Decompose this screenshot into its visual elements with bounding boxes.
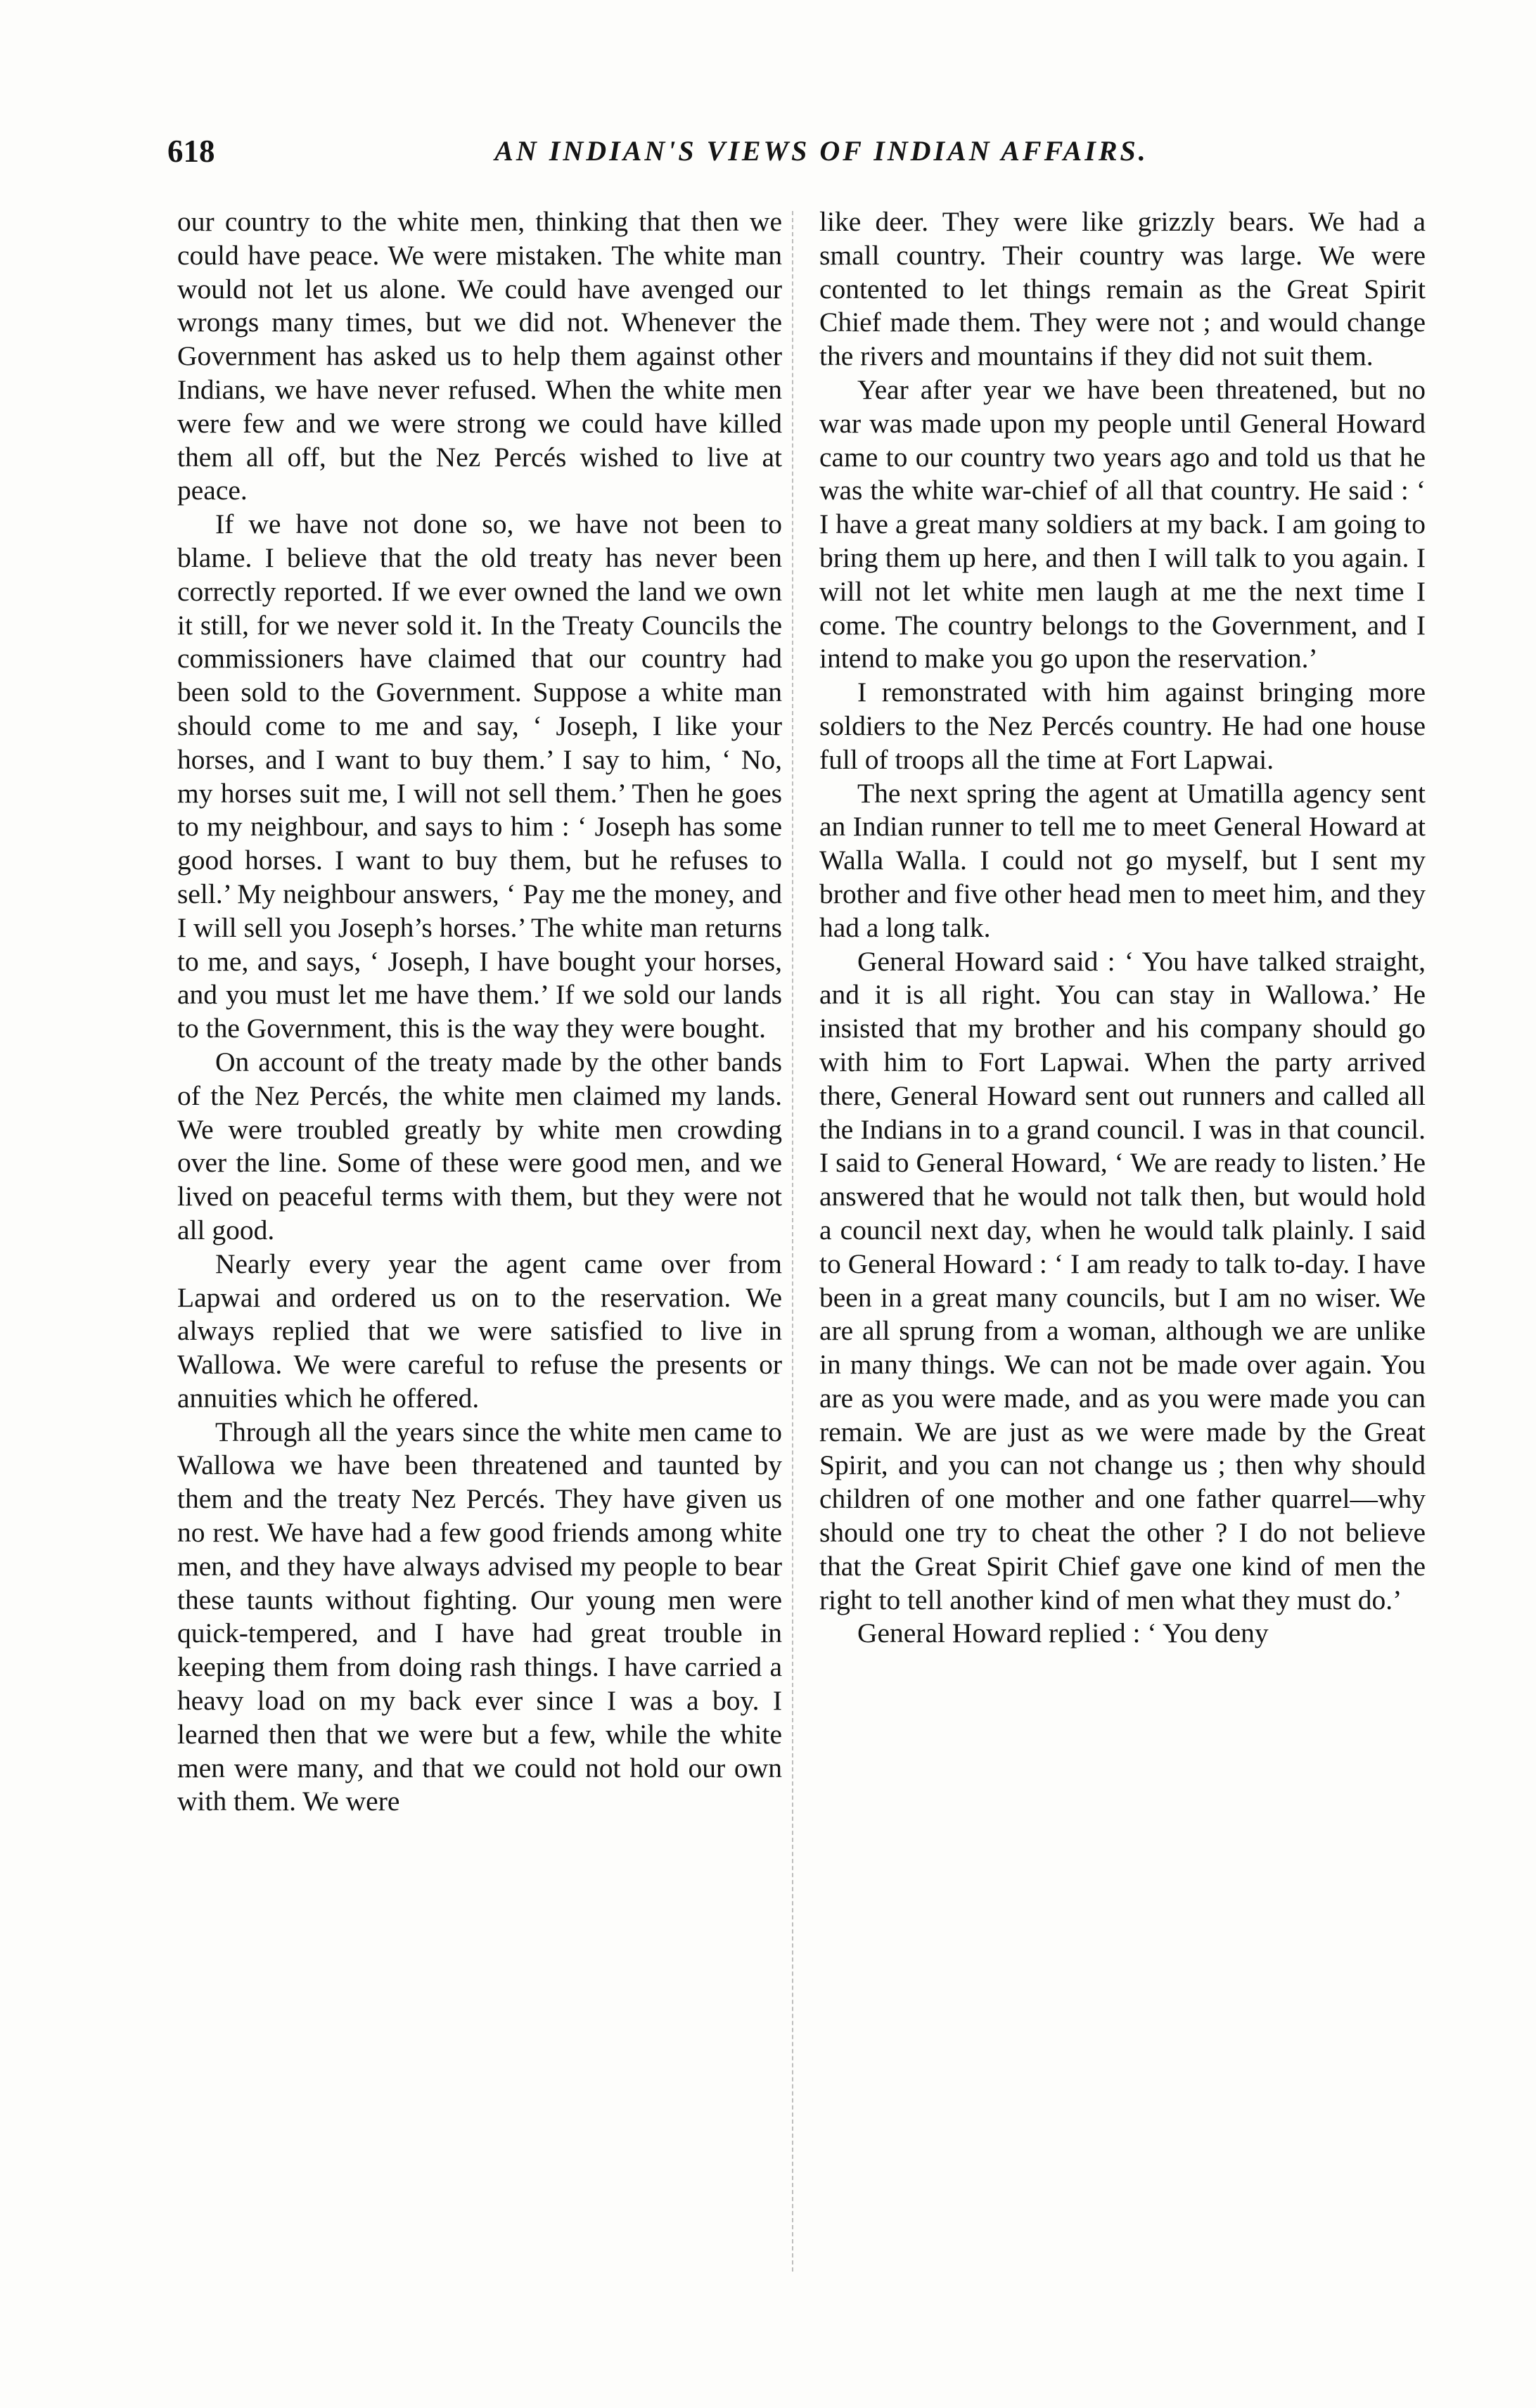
right-text-column — [819, 205, 1426, 1651]
paragraph: The next spring the agent at Umatilla agency sent an Indian runner to tell me to meet General Howard at Walla Walla. I could not go myself, but I sent my brother and five other head men to meet him, and they had a long talk. — [819, 777, 1426, 943]
paragraph: If we have not done so, we have not been to blame. I believe that the old treaty has never been correctly reported. If we ever owned the land we own it still, for we never sold it. In the Treaty Councils the commissioners have claimed that our country had been sold to the Government. Suppose a white man should come to me and say, ‘ Joseph, I like your horses, and I want to buy them.’ I say to him, ‘ No, my horses suit me, I will not sell them.’ Then he goes to my neighbour, and says to him : ‘ Joseph has some good horses. I want to buy them, but he refuses to sell.’ My neighbour answers, ‘ Pay me the money, and I will sell you Joseph’s horses.’ The white man returns to me, and says, ‘ Joseph, I have bought your horses, and you must let me have them.’ If we sold our lands to the Government, this is the way they were bought. — [177, 508, 782, 1044]
paragraph: General Howard said : ‘ You have talked straight, and it is all right. You can stay in Wallowa.’ He insisted that my brother and his company should go with him to Fort Lapwai. When the party arrived there, General Howard sent out runners and called all the Indians in to a grand council. I was in that council. I said to General Howard, ‘ We are ready to listen.’ He answered that he would not talk then, but would hold a council next day, when he would talk plainly. I said to General Howard : ‘ I am ready to talk to-day. I have been in a great many councils, but I am no wiser. We are all sprung from a woman, although we are unlike in many things. We can not be made over again. You are as you were made, and as you were made you can remain. We are just as we were made by the Great Spirit, and you can not change us ; then why should children of one mother and one father quarrel—why should one try to cheat the other ? I do not believe that the Great Spirit Chief gave one kind of men the right to tell another kind of men what they must do.’ — [819, 945, 1426, 1615]
column-divider — [792, 211, 793, 2272]
paragraph: On account of the treaty made by the other bands of the Nez Percés, the white men claimed my lands. We were troubled greatly by white men crowding over the line. Some of these were good men, and we lived on peaceful terms with them, but they were not all good. — [177, 1046, 782, 1245]
paragraph: our country to the white men, thinking that then we could have peace. We were mistaken. The white man would not let us alone. We could have avenged our wrongs many times, but we did not. Whenever the Government has asked us to help them against other Indians, we have never refused. When the white men were few and we were strong we could have killed them all off, but the Nez Percés wished to live at peace. — [177, 206, 782, 506]
paragraph: Through all the years since the white men came to Wallowa we have been threatened and taunted by them and the treaty Nez Percés. They have given us no rest. We have had a few good friends among white men, and they have always advised my people to bear these taunts without fighting. Our young men were quick-tempered, and I have had great trouble in keeping them from doing rash things. I have carried a heavy load on my back ever since I was a boy. I learned then that we were but a few, while the white men were many, and that we could not hold our own with them. We were — [177, 1416, 782, 1817]
paragraph: I remonstrated with him against bringing more soldiers to the Nez Percés country. He had one house full of troops all the time at Fort Lapwai. — [819, 677, 1426, 775]
running-title: AN INDIAN'S VIEWS OF INDIAN AFFAIRS. — [494, 135, 1148, 167]
paragraph: General Howard replied : ‘ You deny — [857, 1618, 1269, 1649]
paragraph: Year after year we have been threatened, but no war was made upon my people until General Howard came to our country two years ago and told us that he was the white war-chief of all that country. He said : ‘ I have a great many soldiers at my back. I am going to bring them up here, and then I will talk to you again. I will not let white men laugh at me the next time I come. The country belongs to the Government, and I intend to make you go upon the reservation.’ — [819, 373, 1426, 674]
page-header — [167, 130, 1433, 172]
page-number: 618 — [167, 134, 215, 169]
paragraph: like deer. They were like grizzly bears. We had a small country. Their country was large. We were contented to let things remain as the Great Spirit Chief made them. They were not ; and would change the rivers and mountains if they did not suit them. — [819, 206, 1426, 372]
left-text-column — [177, 205, 782, 1819]
paragraph: Nearly every year the agent came over from Lapwai and ordered us on to the reservation. We always replied that we were satisfied to live in Wallowa. We were careful to refuse the presents or annuities which he offered. — [177, 1248, 782, 1414]
